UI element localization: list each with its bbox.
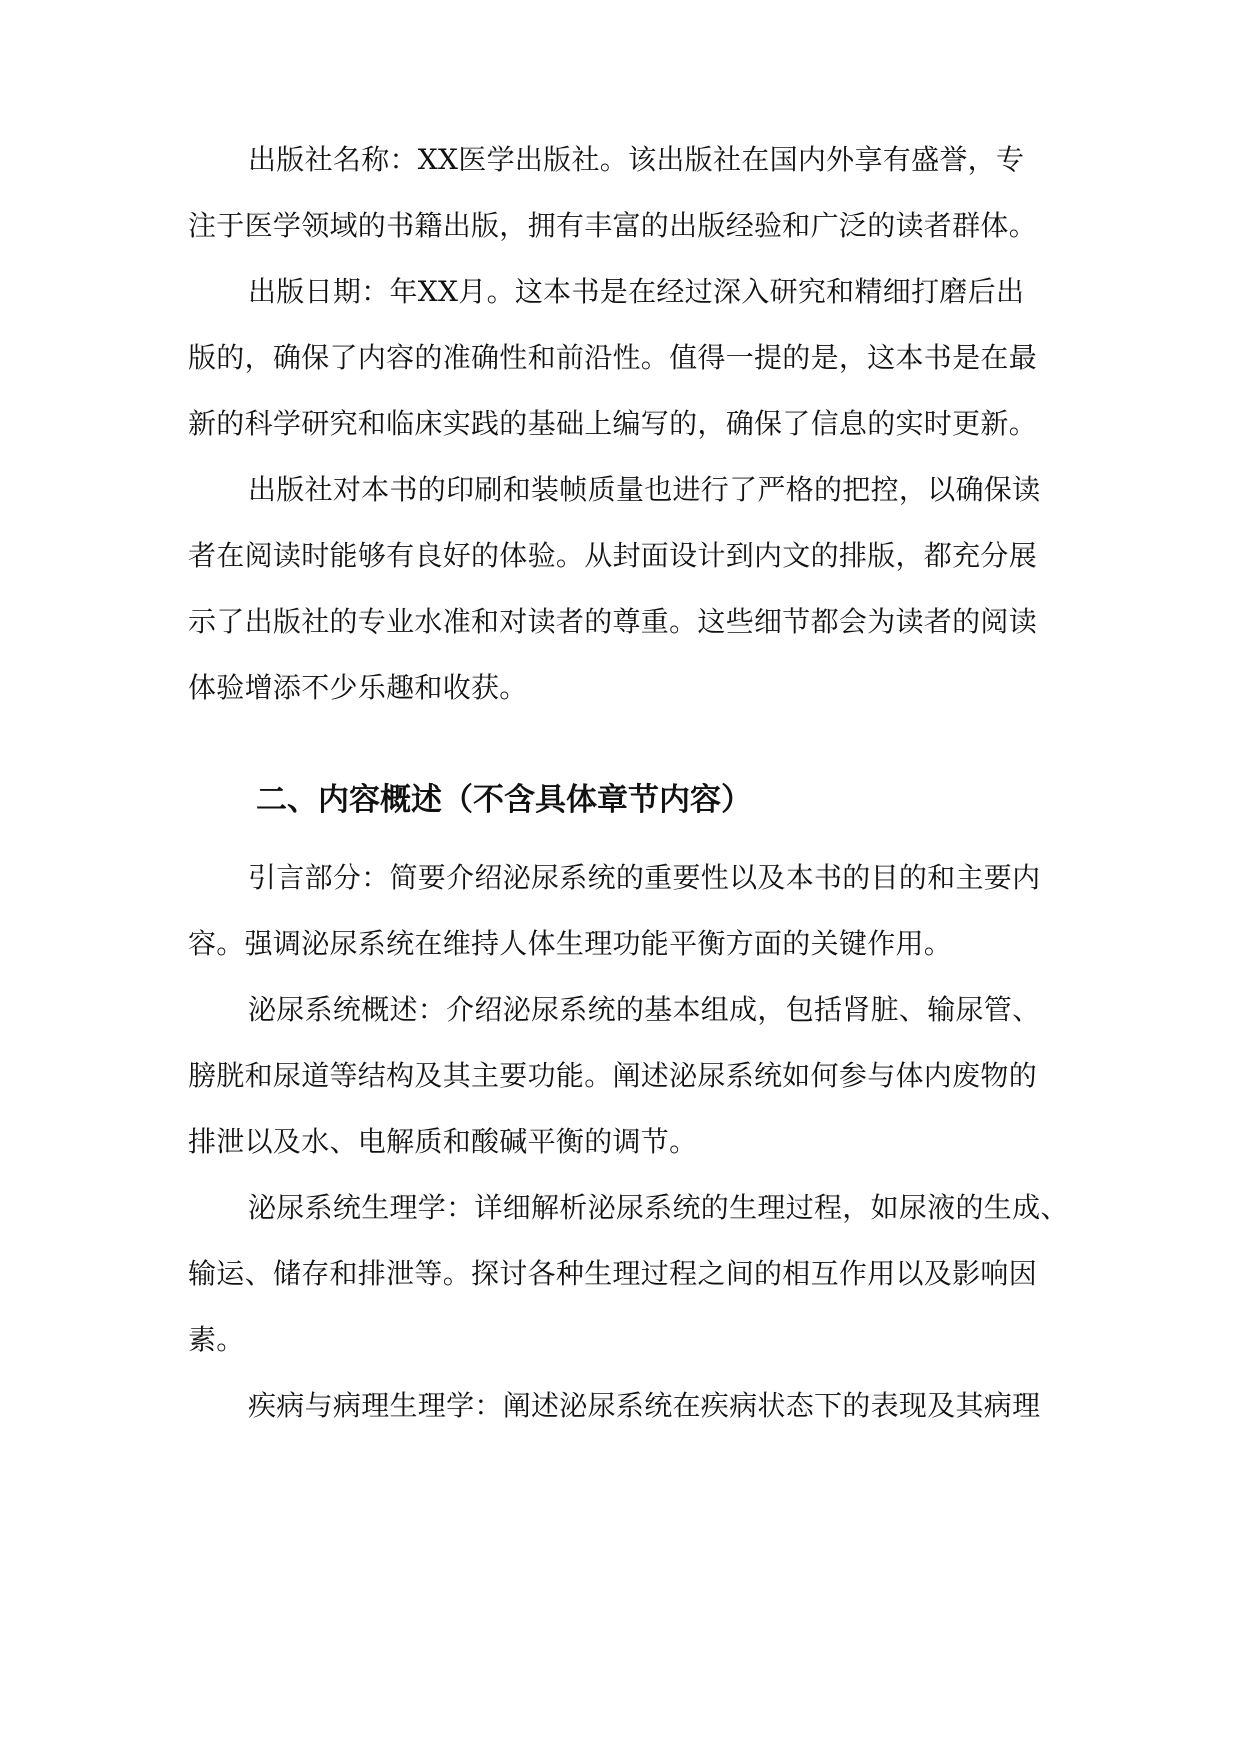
- paragraph-overview-line-1: 泌尿系统概述：介绍泌尿系统的基本组成，包括肾脏、输尿管、: [248, 993, 1041, 1026]
- paragraph-overview-line-2: 膀胱和尿道等结构及其主要功能。阐述泌尿系统如何参与体内废物的: [188, 1059, 1038, 1092]
- paragraph-physiology-line-3: 素。: [188, 1323, 245, 1356]
- paragraph-publisher-line-1: 出版社名称：XX医学出版社。该出版社在国内外享有盛誉，专: [248, 143, 1025, 176]
- paragraph-publisher-line-2: 注于医学领域的书籍出版，拥有丰富的出版经验和广泛的读者群体。: [188, 209, 1038, 242]
- paragraph-date-line-1: 出版日期：年XX月。这本书是在经过深入研究和精细打磨后出: [248, 275, 1025, 308]
- paragraph-pathology-line-1: 疾病与病理生理学：阐述泌尿系统在疾病状态下的表现及其病理: [248, 1389, 1041, 1422]
- paragraph-intro-line-1: 引言部分：简要介绍泌尿系统的重要性以及本书的目的和主要内: [248, 861, 1041, 894]
- paragraph-date-line-2: 版的，确保了内容的准确性和前沿性。值得一提的是，这本书是在最: [188, 341, 1038, 374]
- section-heading: 二、内容概述（不含具体章节内容）: [256, 782, 752, 818]
- paragraph-intro-line-2: 容。强调泌尿系统在维持人体生理功能平衡方面的关键作用。: [188, 927, 953, 960]
- paragraph-quality-line-1: 出版社对本书的印刷和装帧质量也进行了严格的把控，以确保读: [248, 473, 1041, 506]
- paragraph-overview-line-3: 排泄以及水、电解质和酸碱平衡的调节。: [188, 1125, 698, 1158]
- paragraph-physiology-line-2: 输运、储存和排泄等。探讨各种生理过程之间的相互作用以及影响因: [188, 1257, 1038, 1290]
- paragraph-date-line-3: 新的科学研究和临床实践的基础上编写的，确保了信息的实时更新。: [188, 407, 1038, 440]
- paragraph-quality-line-3: 示了出版社的专业水准和对读者的尊重。这些细节都会为读者的阅读: [188, 605, 1038, 638]
- paragraph-quality-line-2: 者在阅读时能够有良好的体验。从封面设计到内文的排版，都充分展: [188, 539, 1038, 572]
- paragraph-quality-line-4: 体验增添不少乐趣和收获。: [188, 671, 528, 704]
- paragraph-physiology-line-1: 泌尿系统生理学：详细解析泌尿系统的生理过程，如尿液的生成、: [248, 1191, 1069, 1224]
